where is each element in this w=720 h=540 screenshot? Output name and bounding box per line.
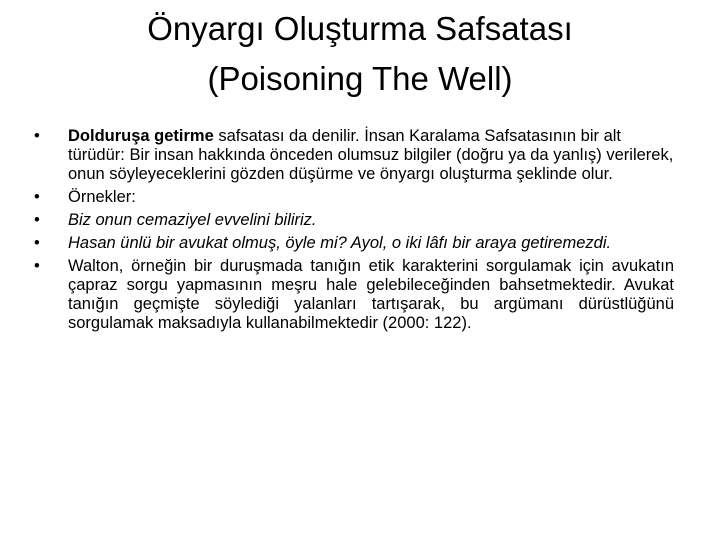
list-item xyxy=(34,234,674,253)
bullet-text-definition xyxy=(68,127,674,184)
example-text-1: Biz onun cemaziyel evvelini biliriz. xyxy=(68,211,317,229)
list-item xyxy=(34,211,674,230)
example-text-2: Hasan ünlü bir avukat olmuş, öyle mi? Ayol, o iki lâfı bir araya getiremezdi. xyxy=(68,234,612,252)
bullet-glyph: • xyxy=(34,188,40,206)
slide-title xyxy=(60,4,660,104)
bullet-glyph: • xyxy=(34,127,40,145)
title-line-1: Önyargı Oluşturma Safsatası xyxy=(147,10,573,47)
list-item xyxy=(34,127,674,184)
walton-citation-text: Walton, örneğin bir duruşmada tanığın etik karakterini sorgulamak için avukatın çapraz sorgu yapmasının meşru hale gelebileceğinden bahsetmektedir. Avukat tanığın geçmişte söylediği yalanları tartışarak, bu argümanı dürüstlüğünü sorgulamak maksadıyla kullanabilmektedir (2000: 122). xyxy=(68,257,674,332)
title-line-2: (Poisoning The Well) xyxy=(207,60,513,97)
bullet-list xyxy=(34,127,674,337)
definition-text: safsatası da denilir. İnsan Karalama Safsatasının bir alt türüdür: Bir insan hakkında önceden olumsuz bilgiler (doğru ya da yanlış) verilerek, onun söyleyeceklerini gözden düşürme ve önyargı oluşturma şeklinde olur. xyxy=(68,127,674,183)
list-item xyxy=(34,188,674,207)
term-bold: Dolduruşa getirme xyxy=(68,127,214,145)
bullet-glyph: • xyxy=(34,211,40,229)
bullet-glyph: • xyxy=(34,234,40,252)
bullet-glyph: • xyxy=(34,257,40,275)
examples-heading: Örnekler: xyxy=(68,188,136,206)
list-item xyxy=(34,257,674,333)
